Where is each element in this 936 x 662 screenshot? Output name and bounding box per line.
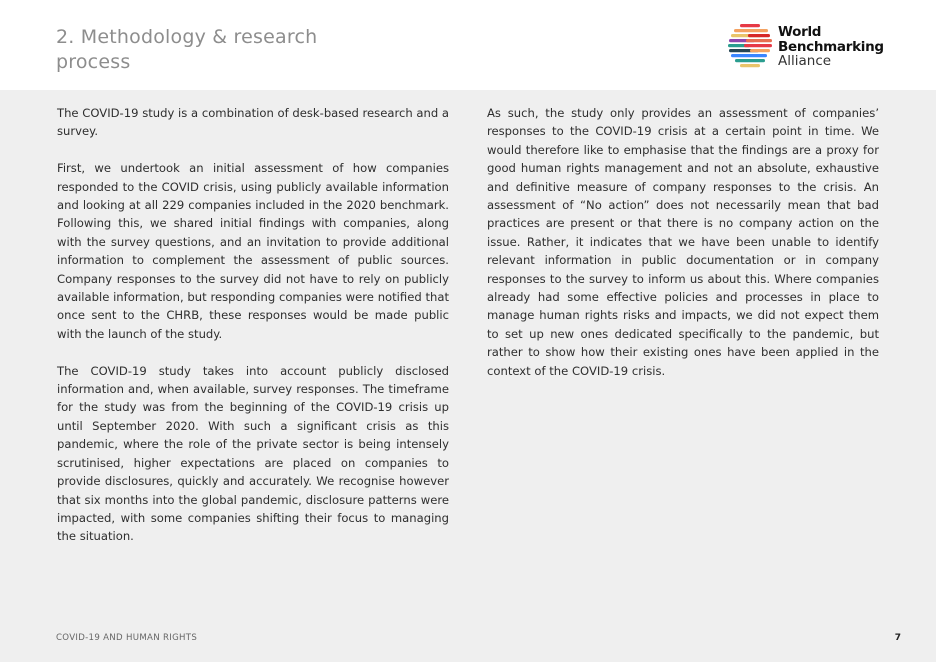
footer-label: COVID-19 AND HUMAN RIGHTS <box>56 633 198 643</box>
logo-line-world: World <box>778 24 822 40</box>
paragraph: As such, the study only provides an assessment of companies’ responses to the COVID-19 crisis at a certain point in time. We would therefore like to emphasise that the findings are a proxy for good human rights management and not an absolute, exhaustive and definitive measure of company responses to the crisis. An assessment of “No action” does not necessarily mean that bad practices are present or that there is no company action on the issue. Rather, it indicates that we have been unable to identify relevant information in public documentation or in company responses to the survey to inform us about this. Where companies already had some effective policies and processes in place to manage human rights risks and impacts, we did not expect them to set up new ones dedicated specifically to the pandemic, but rather to show how their existing ones have been applied in the context of the COVID-19 crisis. <box>487 106 879 378</box>
paragraph: First, we undertook an initial assessment of how companies responded to the COVID crisis, using publicly available information and looking at all 229 companies included in the 2020 benchmark. Following this, we shared initial findings with companies, along with the survey questions, and an invitation to provide additional information to complement the assessment of public sources. Company responses to the survey did not have to rely on publicly available information, but responding companies were notified that once sent to the CHRB, these responses would be made public with the launch of the study. <box>57 161 449 341</box>
logo-line-alliance: Alliance <box>778 53 832 69</box>
logo-line-benchmarking: Benchmarking <box>778 38 884 55</box>
left-text-column <box>57 104 449 564</box>
page-title: 2. Methodology & research process <box>56 26 318 73</box>
page-number: 7 <box>894 633 901 643</box>
logo-stripes-icon <box>728 24 774 70</box>
right-text-column <box>487 104 879 398</box>
paragraph: The COVID-19 study is a combination of desk-based research and a survey. <box>57 106 449 139</box>
logo-wordmark <box>778 25 884 69</box>
paragraph: The COVID-19 study takes into account publicly disclosed information and, when available, survey responses. The timeframe for the study was from the beginning of the COVID-19 crisis up until September 2020. With such a significant crisis as this pandemic, where the role of the private sector is being intensely scrutinised, higher expectations are placed on companies to provide disclosures, quickly and accurately. We recognise however that six months into the global pandemic, disclosure patterns were impacted, with some companies shifting their focus to managing the situation. <box>57 363 449 544</box>
world-benchmarking-alliance-logo <box>728 22 888 72</box>
page-header <box>0 0 936 90</box>
